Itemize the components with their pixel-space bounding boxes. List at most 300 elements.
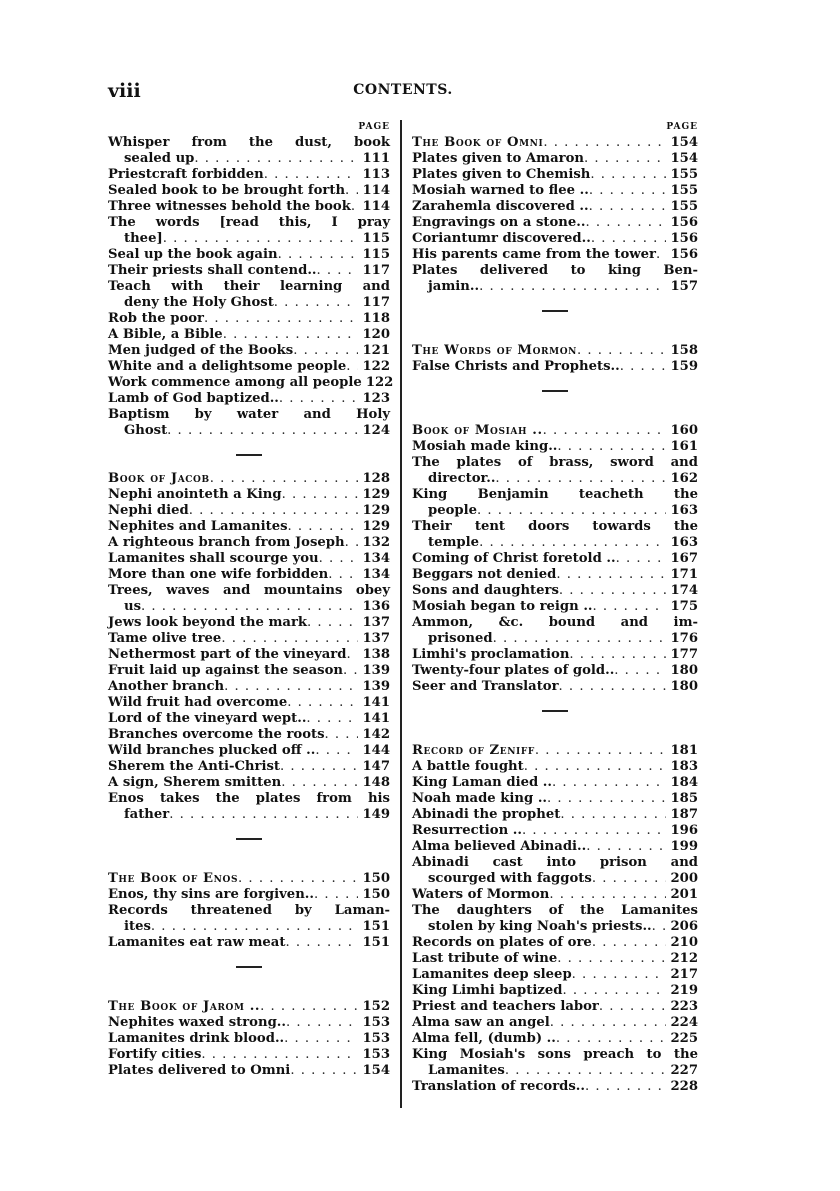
entry-line — [412, 263, 698, 279]
dot-leader — [590, 167, 666, 183]
entry-line — [108, 759, 390, 775]
dot-leader — [562, 983, 666, 999]
entry-text: Twenty-four plates of gold.. — [412, 663, 615, 678]
page-ref: 158 — [670, 343, 698, 358]
contents-entry — [412, 247, 698, 263]
entry-text: A righteous branch from Joseph — [108, 535, 345, 550]
contents-entry — [412, 215, 698, 231]
page-ref: 160 — [670, 423, 698, 438]
entry-line — [412, 231, 698, 247]
section-separator — [108, 439, 390, 471]
page-ref: 128 — [362, 471, 390, 486]
dot-leader — [549, 887, 666, 903]
entry-line — [412, 647, 698, 663]
dot-leader — [584, 151, 666, 167]
contents-entry — [108, 535, 390, 551]
dot-leader — [586, 839, 666, 855]
page-ref: 167 — [670, 551, 698, 566]
dot-leader — [346, 359, 358, 375]
entry-line — [108, 519, 390, 535]
contents-entry — [412, 983, 698, 999]
page-ref: 150 — [362, 887, 390, 902]
entry-text: us — [124, 599, 142, 614]
page-ref: 139 — [362, 679, 390, 694]
entry-text: His parents came from the tower — [412, 247, 656, 262]
entry-line — [412, 599, 698, 615]
entry-text: Wild branches plucked off .. — [108, 743, 316, 758]
page-ref: 187 — [670, 807, 698, 822]
entry-text: False Christs and Prophets.. — [412, 359, 620, 374]
entry-text: Priest and teachers labor — [412, 999, 599, 1014]
entry-text: Priestcraft forbidden — [108, 167, 264, 182]
page-ref: 156 — [670, 247, 698, 262]
dot-leader — [288, 519, 359, 535]
page-ref: 153 — [362, 1047, 390, 1062]
page-ref: 147 — [362, 759, 390, 774]
dot-leader — [346, 647, 358, 663]
entry-line — [108, 183, 390, 199]
entry-line — [108, 215, 390, 231]
page-ref: 156 — [670, 215, 698, 230]
dot-leader — [479, 279, 666, 295]
entry-line — [412, 183, 698, 199]
section-heading — [412, 343, 698, 359]
entry-line — [108, 903, 390, 919]
entry-text: Branches overcome the roots — [108, 727, 325, 742]
dot-leader — [572, 967, 667, 983]
entry-line — [108, 375, 394, 391]
entry-text: Plates given to Chemish — [412, 167, 591, 182]
page-ref: 144 — [362, 743, 390, 758]
page-ref: 154 — [362, 1063, 390, 1078]
page-ref: 155 — [670, 183, 698, 198]
entry-line — [108, 231, 390, 247]
page-ref: 219 — [670, 983, 698, 998]
entry-line — [108, 391, 390, 407]
dot-leader — [264, 167, 359, 183]
entry-line — [412, 279, 698, 295]
contents-entry — [412, 519, 698, 551]
entry-text: Fruit laid up against the season — [108, 663, 343, 678]
entry-line — [412, 151, 698, 167]
page-ref: 141 — [362, 711, 390, 726]
entry-line — [412, 167, 698, 183]
entry-line — [108, 487, 390, 503]
entry-line — [108, 343, 390, 359]
entry-line — [108, 663, 390, 679]
page-ref: 185 — [670, 791, 698, 806]
entry-text: sealed up — [124, 151, 195, 166]
contents-entry — [108, 503, 390, 519]
page-ref: 176 — [670, 631, 698, 646]
entry-line — [108, 615, 390, 631]
entry-text: Fortify cities — [108, 1047, 202, 1062]
entry-line — [108, 919, 390, 935]
page-ref: 151 — [362, 919, 390, 934]
section-heading — [108, 999, 390, 1015]
dot-leader — [556, 1031, 667, 1047]
entry-text: prisoned — [428, 631, 493, 646]
contents-entry — [108, 487, 390, 503]
entry-text: Nethermost part of the vineyard — [108, 647, 347, 662]
page-ref: 122 — [362, 359, 390, 374]
entry-line — [412, 615, 698, 631]
contents-entry — [412, 935, 698, 951]
dot-leader — [559, 679, 667, 695]
contents-entry — [412, 759, 698, 775]
dot-leader — [141, 599, 358, 615]
entry-text: director.. — [428, 471, 496, 486]
entry-line — [412, 807, 698, 823]
dot-leader — [592, 871, 667, 887]
contents-entry — [412, 855, 698, 887]
entry-text: Work commence among all people — [108, 375, 362, 390]
entry-text: scourged with faggots — [428, 871, 592, 886]
page-ref: 174 — [670, 583, 698, 598]
entry-line — [412, 999, 698, 1015]
dot-leader — [223, 327, 359, 343]
contents-entry — [108, 647, 390, 663]
page-ref: 121 — [362, 343, 390, 358]
dot-leader — [616, 551, 667, 567]
dot-leader — [543, 135, 666, 151]
contents-entry — [108, 167, 390, 183]
dot-leader — [315, 743, 358, 759]
entry-text: Lamanites eat raw meat — [108, 935, 286, 950]
entry-text: Men judged of the Books — [108, 343, 294, 358]
entry-line — [412, 1047, 698, 1063]
entry-line — [108, 503, 390, 519]
contents-entry — [108, 1015, 390, 1031]
dot-leader — [278, 247, 359, 263]
entry-text: The words [read this, I pray — [108, 215, 390, 230]
entry-line — [412, 775, 698, 791]
entry-line — [412, 359, 698, 375]
contents-entry — [108, 759, 390, 775]
dot-leader — [201, 1047, 358, 1063]
page-ref: 180 — [670, 679, 698, 694]
dot-leader — [293, 343, 358, 359]
entry-text: Records threatened by Laman- — [108, 903, 390, 918]
entry-text: Sons and daughters — [412, 583, 559, 598]
contents-entry — [108, 679, 390, 695]
contents-entry — [108, 311, 390, 327]
page-ref: 163 — [670, 503, 698, 518]
dot-leader — [204, 311, 358, 327]
entry-line — [108, 583, 390, 599]
entry-line — [412, 135, 698, 151]
entry-line — [108, 311, 390, 327]
entry-text: Sealed book to be brought forth — [108, 183, 346, 198]
dot-leader — [314, 887, 359, 903]
entry-text: King Limhi baptized — [412, 983, 563, 998]
contents-entry — [108, 791, 390, 823]
dot-leader — [319, 551, 359, 567]
page-ref: 134 — [362, 567, 390, 582]
dot-leader — [279, 391, 359, 407]
dot-leader — [317, 263, 359, 279]
entry-line — [412, 503, 698, 519]
page-ref: 137 — [362, 615, 390, 630]
page-ref: 114 — [362, 199, 390, 214]
contents-entry — [412, 167, 698, 183]
page-ref: 113 — [362, 167, 390, 182]
dot-leader — [477, 503, 666, 519]
entry-text: ites — [124, 919, 151, 934]
entry-text: Enos takes the plates from his — [108, 791, 390, 806]
dot-leader — [169, 807, 358, 823]
page-ref: 153 — [362, 1015, 390, 1030]
entry-line — [108, 935, 390, 951]
entry-line — [108, 631, 390, 647]
contents-entry — [412, 583, 698, 599]
entry-text: Last tribute of wine — [412, 951, 558, 966]
entry-text: Mosiah made king.. — [412, 439, 558, 454]
entry-text: Three witnesses behold the book — [108, 199, 351, 214]
entry-line — [412, 839, 698, 855]
entry-line — [412, 951, 698, 967]
contents-entry — [412, 455, 698, 487]
dot-leader — [345, 183, 358, 199]
contents-entry — [108, 567, 390, 583]
page-ref: 156 — [670, 231, 698, 246]
entry-text: Plates given to Amaron — [412, 151, 584, 166]
page-ref: 199 — [670, 839, 698, 854]
dot-leader — [569, 647, 666, 663]
entry-line — [108, 711, 390, 727]
dot-leader — [260, 999, 358, 1015]
entry-line — [412, 551, 698, 567]
page-ref: 132 — [362, 535, 390, 550]
page-ref: 206 — [670, 919, 698, 934]
dot-leader — [556, 567, 666, 583]
entry-text: Rob the poor — [108, 311, 204, 326]
entry-text: King Laman died .. — [412, 775, 552, 790]
entry-text: Plates delivered to Omni — [108, 1063, 291, 1078]
entry-text: Jews look beyond the mark — [108, 615, 308, 630]
section-gap — [108, 983, 390, 999]
page-ref: 129 — [362, 503, 390, 518]
entry-text: Another branch — [108, 679, 225, 694]
entry-line — [412, 663, 698, 679]
dot-leader — [210, 471, 359, 487]
contents-entry — [412, 183, 698, 199]
entry-text: Engravings on a stone.. — [412, 215, 586, 230]
entry-text: Translation of records.. — [412, 1079, 585, 1094]
page-ref: 154 — [670, 151, 698, 166]
entry-text: Seer and Translator — [412, 679, 559, 694]
entry-text: The Book of Omni — [412, 135, 544, 150]
contents-entry — [108, 1047, 390, 1063]
dot-leader — [505, 1063, 667, 1079]
entry-text: The plates of brass, sword and — [412, 455, 698, 470]
entry-text: Alma saw an angel — [412, 1015, 550, 1030]
entry-line — [412, 567, 698, 583]
page-ref: 212 — [670, 951, 698, 966]
contents-entry — [108, 391, 390, 407]
section-separator — [412, 295, 698, 327]
entry-text: Zarahemla discovered .. — [412, 199, 589, 214]
page-ref: 117 — [362, 295, 390, 310]
contents-entry — [108, 583, 390, 615]
entry-line — [108, 743, 390, 759]
page-ref: 210 — [670, 935, 698, 950]
entry-line — [108, 247, 390, 263]
entry-line — [108, 887, 390, 903]
entry-text: Wild fruit had overcome — [108, 695, 288, 710]
entry-line — [412, 519, 698, 535]
entry-text: Lamanites shall scourge you — [108, 551, 319, 566]
section-heading — [108, 471, 390, 487]
section-heading — [412, 743, 698, 759]
entry-text: Abinadi the prophet — [412, 807, 561, 822]
entry-line — [412, 631, 698, 647]
entry-text: Plates delivered to king Ben- — [412, 263, 698, 278]
contents-entry — [412, 967, 698, 983]
section-separator — [108, 951, 390, 983]
page-ref: 142 — [362, 727, 390, 742]
entry-line — [108, 359, 390, 375]
dot-leader — [589, 199, 667, 215]
contents-entry — [108, 183, 390, 199]
entry-text: Noah made king .. — [412, 791, 548, 806]
dot-leader — [287, 695, 358, 711]
section-separator — [412, 375, 698, 407]
page-ref: 111 — [362, 151, 390, 166]
entry-text: deny the Holy Ghost — [124, 295, 274, 310]
entry-line — [108, 135, 390, 151]
dot-leader — [589, 183, 667, 199]
dot-leader — [479, 535, 666, 551]
page-ref: 118 — [362, 311, 390, 326]
entry-text: thee] — [124, 231, 163, 246]
entry-text: A battle fought — [412, 759, 524, 774]
dot-leader — [167, 423, 358, 439]
section-gap — [412, 727, 698, 743]
contents-entry — [412, 199, 698, 215]
page-ref: 184 — [670, 775, 698, 790]
entry-line — [412, 1063, 698, 1079]
entry-text: Book of Jacob — [108, 471, 210, 486]
entry-line — [412, 759, 698, 775]
entry-line — [412, 199, 698, 215]
contents-entry — [108, 775, 390, 791]
entry-line — [412, 439, 698, 455]
entry-text: Whisper from the dust, book — [108, 135, 390, 150]
entry-text: Mosiah began to reign .. — [412, 599, 593, 614]
section-heading — [412, 135, 698, 151]
dot-leader — [656, 247, 666, 263]
page-ref: 114 — [362, 183, 390, 198]
entry-text: Limhi's proclamation — [412, 647, 570, 662]
page-ref: 139 — [362, 663, 390, 678]
entry-text: Their tent doors towards the — [412, 519, 698, 534]
entry-line — [412, 871, 698, 887]
entry-text: Waters of Mormon — [412, 887, 550, 902]
contents-entry — [108, 263, 390, 279]
contents-entry — [108, 343, 390, 359]
entry-line — [108, 1031, 390, 1047]
entry-line — [108, 647, 390, 663]
page-column-label: PAGE — [358, 122, 390, 132]
contents-entry — [412, 807, 698, 823]
page-ref: 129 — [362, 519, 390, 534]
entry-text: Lamanites deep sleep — [412, 967, 572, 982]
entry-line — [412, 791, 698, 807]
section-separator — [108, 823, 390, 855]
dot-leader — [577, 343, 667, 359]
entry-line — [108, 567, 390, 583]
contents-entry — [412, 567, 698, 583]
dot-leader — [535, 743, 667, 759]
entry-line — [108, 327, 390, 343]
dot-leader — [194, 151, 358, 167]
contents-entry — [108, 903, 390, 935]
entry-text: The Book of Enos — [108, 871, 239, 886]
contents-entry — [412, 551, 698, 567]
page-ref: 149 — [362, 807, 390, 822]
dot-leader — [189, 503, 359, 519]
dot-leader — [285, 935, 358, 951]
page-ref: 228 — [670, 1079, 698, 1094]
entry-line — [108, 1047, 390, 1063]
dot-leader — [286, 1015, 358, 1031]
entry-text: stolen by king Noah's priests.. — [428, 919, 652, 934]
contents-entry — [108, 695, 390, 711]
entry-line — [412, 535, 698, 551]
contents-entry — [108, 279, 390, 311]
entry-text: jamin.. — [428, 279, 480, 294]
page-ref: 148 — [362, 775, 390, 790]
page-ref: 223 — [670, 999, 698, 1014]
contents-entry — [108, 631, 390, 647]
page-ref: 122 — [365, 375, 394, 390]
entry-line — [412, 983, 698, 999]
dot-leader — [325, 727, 359, 743]
contents-entry — [412, 679, 698, 695]
entry-line — [412, 1031, 698, 1047]
entry-line — [108, 199, 390, 215]
entry-text: Lord of the vineyard wept.. — [108, 711, 307, 726]
dot-leader — [284, 1031, 358, 1047]
entry-line — [412, 887, 698, 903]
page-ref: 217 — [670, 967, 698, 982]
entry-text: Resurrection .. — [412, 823, 522, 838]
entry-text: Mosiah warned to flee .. — [412, 183, 589, 198]
page-ref: 155 — [670, 199, 698, 214]
dot-leader — [585, 1079, 666, 1095]
page-ref: 159 — [670, 359, 698, 374]
entry-line — [108, 775, 390, 791]
entry-line — [412, 1015, 698, 1031]
page-ref: 162 — [670, 471, 698, 486]
contents-entry — [108, 407, 390, 439]
contents-entry — [108, 743, 390, 759]
entry-text: Tame olive tree — [108, 631, 222, 646]
contents-entry — [412, 263, 698, 295]
entry-text: Book of Mosiah .. — [412, 423, 543, 438]
entry-line — [412, 823, 698, 839]
entry-text: More than one wife forbidden — [108, 567, 329, 582]
dot-leader — [557, 439, 666, 455]
dot-leader — [552, 775, 666, 791]
section-gap — [108, 855, 390, 871]
dot-leader — [559, 583, 667, 599]
entry-line — [108, 599, 390, 615]
contents-entry — [108, 935, 390, 951]
page-ref: 123 — [362, 391, 390, 406]
contents-entry — [412, 903, 698, 935]
